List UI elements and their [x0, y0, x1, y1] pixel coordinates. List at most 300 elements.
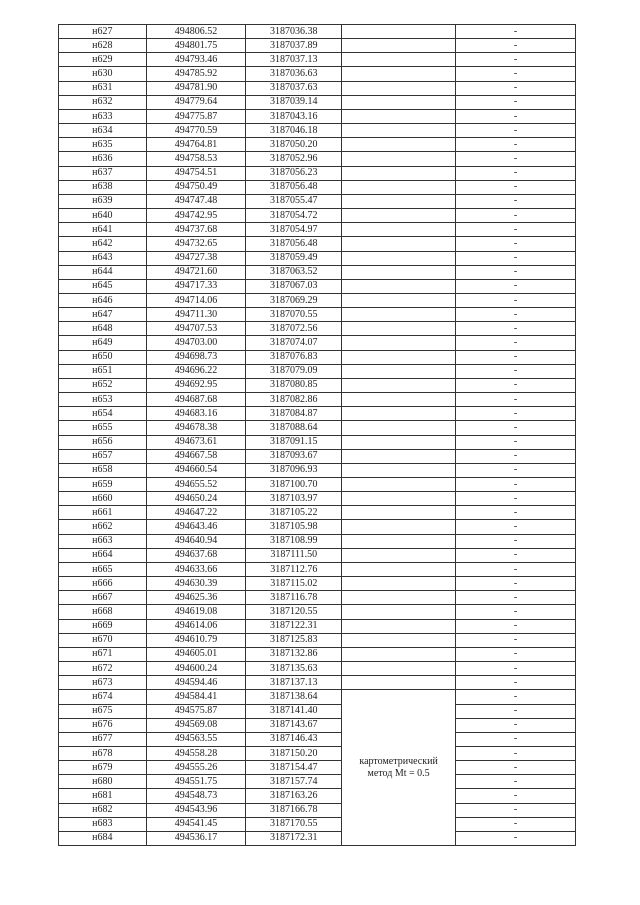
y-coordinate-cell: 3187172.31 [246, 831, 342, 845]
method-cell [342, 209, 456, 223]
point-number-cell: н632 [59, 95, 147, 109]
table-row [59, 293, 576, 307]
table-row [59, 39, 576, 53]
table-row [59, 265, 576, 279]
y-coordinate-cell: 3187157.74 [246, 775, 342, 789]
y-coordinate-cell: 3187056.23 [246, 166, 342, 180]
x-coordinate-cell: 494687.68 [146, 393, 246, 407]
error-cell [456, 364, 576, 378]
y-coordinate-cell: 3187037.63 [246, 81, 342, 95]
point-number-cell: н638 [59, 180, 147, 194]
table-row [59, 478, 576, 492]
point-number-cell: н643 [59, 251, 147, 265]
point-number-cell: н635 [59, 138, 147, 152]
x-coordinate-cell: 494717.33 [146, 279, 246, 293]
y-coordinate-cell: 3187056.48 [246, 180, 342, 194]
x-coordinate-cell: 494754.51 [146, 166, 246, 180]
x-coordinate-cell: 494543.96 [146, 803, 246, 817]
error-cell [456, 209, 576, 223]
point-number-cell: н646 [59, 293, 147, 307]
error-value: - [513, 549, 518, 561]
error-cell [456, 506, 576, 520]
y-coordinate-cell: 3187170.55 [246, 817, 342, 831]
table-row [59, 647, 576, 661]
error-cell [456, 789, 576, 803]
x-coordinate-cell: 494575.87 [146, 704, 246, 718]
x-coordinate-cell: 494678.38 [146, 421, 246, 435]
error-value: - [513, 662, 518, 674]
error-cell [456, 605, 576, 619]
y-coordinate-cell: 3187154.47 [246, 761, 342, 775]
error-cell [456, 393, 576, 407]
point-number-cell: н629 [59, 53, 147, 67]
method-cell [342, 194, 456, 208]
x-coordinate-cell: 494650.24 [146, 492, 246, 506]
table-row [59, 789, 576, 803]
error-value: - [513, 252, 518, 264]
table-row [59, 378, 576, 392]
x-coordinate-cell: 494801.75 [146, 39, 246, 53]
x-coordinate-cell: 494714.06 [146, 293, 246, 307]
point-number-cell: н639 [59, 194, 147, 208]
error-value: - [513, 351, 518, 363]
error-cell [456, 124, 576, 138]
point-number-cell: н656 [59, 435, 147, 449]
x-coordinate-cell: 494750.49 [146, 180, 246, 194]
coordinates-table-body [59, 25, 576, 846]
y-coordinate-cell: 3187082.86 [246, 393, 342, 407]
x-coordinate-cell: 494758.53 [146, 152, 246, 166]
error-value: - [513, 110, 518, 122]
table-row [59, 109, 576, 123]
error-value: - [513, 322, 518, 334]
error-cell [456, 308, 576, 322]
method-cell [342, 492, 456, 506]
error-cell [456, 435, 576, 449]
y-coordinate-cell: 3187146.43 [246, 732, 342, 746]
point-number-cell: н651 [59, 364, 147, 378]
y-coordinate-cell: 3187100.70 [246, 478, 342, 492]
point-number-cell: н684 [59, 831, 147, 845]
y-coordinate-cell: 3187036.63 [246, 67, 342, 81]
point-number-cell: н667 [59, 591, 147, 605]
error-value: - [513, 733, 518, 745]
error-value: - [513, 634, 518, 646]
error-cell [456, 322, 576, 336]
x-coordinate-cell: 494551.75 [146, 775, 246, 789]
y-coordinate-cell: 3187072.56 [246, 322, 342, 336]
error-value: - [513, 648, 518, 660]
y-coordinate-cell: 3187056.48 [246, 237, 342, 251]
point-number-cell: н641 [59, 223, 147, 237]
point-number-cell: н662 [59, 520, 147, 534]
table-row [59, 704, 576, 718]
method-cell [342, 39, 456, 53]
y-coordinate-cell: 3187054.72 [246, 209, 342, 223]
error-value: - [513, 535, 518, 547]
x-coordinate-cell: 494541.45 [146, 817, 246, 831]
error-cell [456, 761, 576, 775]
table-row [59, 322, 576, 336]
error-value: - [513, 124, 518, 136]
point-number-cell: н661 [59, 506, 147, 520]
method-cell [342, 152, 456, 166]
error-cell [456, 577, 576, 591]
method-cell [342, 81, 456, 95]
table-row [59, 308, 576, 322]
point-number-cell: н654 [59, 407, 147, 421]
y-coordinate-cell: 3187120.55 [246, 605, 342, 619]
error-value: - [513, 521, 518, 533]
error-cell [456, 378, 576, 392]
error-cell [456, 223, 576, 237]
point-number-cell: н674 [59, 690, 147, 704]
table-row [59, 350, 576, 364]
method-cell [342, 53, 456, 67]
y-coordinate-cell: 3187093.67 [246, 449, 342, 463]
table-row [59, 506, 576, 520]
x-coordinate-cell: 494647.22 [146, 506, 246, 520]
y-coordinate-cell: 3187076.83 [246, 350, 342, 364]
error-value: - [513, 266, 518, 278]
error-cell [456, 25, 576, 39]
error-value: - [513, 308, 518, 320]
x-coordinate-cell: 494703.00 [146, 336, 246, 350]
error-value: - [513, 393, 518, 405]
error-value: - [513, 577, 518, 589]
error-cell [456, 633, 576, 647]
table-row [59, 435, 576, 449]
x-coordinate-cell: 494614.06 [146, 619, 246, 633]
table-row [59, 336, 576, 350]
error-value: - [513, 96, 518, 108]
point-number-cell: н650 [59, 350, 147, 364]
x-coordinate-cell: 494707.53 [146, 322, 246, 336]
y-coordinate-cell: 3187108.99 [246, 534, 342, 548]
error-value: - [513, 705, 518, 717]
method-line-1: картометрический [359, 755, 438, 767]
table-row [59, 463, 576, 477]
error-cell [456, 407, 576, 421]
x-coordinate-cell: 494806.52 [146, 25, 246, 39]
error-value: - [513, 818, 518, 830]
error-cell [456, 704, 576, 718]
point-number-cell: н645 [59, 279, 147, 293]
y-coordinate-cell: 3187150.20 [246, 746, 342, 760]
y-coordinate-cell: 3187116.78 [246, 591, 342, 605]
error-cell [456, 690, 576, 704]
point-number-cell: н627 [59, 25, 147, 39]
method-cell [342, 109, 456, 123]
point-number-cell: н672 [59, 662, 147, 676]
point-number-cell: н679 [59, 761, 147, 775]
point-number-cell: н681 [59, 789, 147, 803]
y-coordinate-cell: 3187059.49 [246, 251, 342, 265]
method-cell [342, 166, 456, 180]
error-cell [456, 81, 576, 95]
method-cell [342, 463, 456, 477]
x-coordinate-cell: 494698.73 [146, 350, 246, 364]
point-number-cell: н660 [59, 492, 147, 506]
y-coordinate-cell: 3187143.67 [246, 718, 342, 732]
error-value: - [513, 719, 518, 731]
y-coordinate-cell: 3187137.13 [246, 676, 342, 690]
y-coordinate-cell: 3187050.20 [246, 138, 342, 152]
error-value: - [513, 237, 518, 249]
x-coordinate-cell: 494600.24 [146, 662, 246, 676]
error-value: - [513, 365, 518, 377]
point-number-cell: н682 [59, 803, 147, 817]
error-value: - [513, 478, 518, 490]
error-value: - [513, 690, 518, 702]
error-cell [456, 95, 576, 109]
error-value: - [513, 421, 518, 433]
table-row [59, 237, 576, 251]
point-number-cell: н630 [59, 67, 147, 81]
table-row [59, 761, 576, 775]
x-coordinate-cell: 494558.28 [146, 746, 246, 760]
x-coordinate-cell: 494630.39 [146, 577, 246, 591]
error-value: - [513, 195, 518, 207]
table-row [59, 548, 576, 562]
method-cell [342, 407, 456, 421]
method-cell [342, 95, 456, 109]
y-coordinate-cell: 3187132.86 [246, 647, 342, 661]
point-number-cell: н653 [59, 393, 147, 407]
method-cell [342, 322, 456, 336]
error-value: - [513, 25, 518, 37]
table-row [59, 209, 576, 223]
y-coordinate-cell: 3187074.07 [246, 336, 342, 350]
error-cell [456, 619, 576, 633]
table-row [59, 662, 576, 676]
error-cell [456, 662, 576, 676]
error-cell [456, 647, 576, 661]
method-cell [342, 562, 456, 576]
method-cell [342, 647, 456, 661]
point-number-cell: н657 [59, 449, 147, 463]
error-value: - [513, 676, 518, 688]
error-value: - [513, 506, 518, 518]
point-number-cell: н680 [59, 775, 147, 789]
point-number-cell: н659 [59, 478, 147, 492]
error-cell [456, 421, 576, 435]
error-cell [456, 279, 576, 293]
table-row [59, 676, 576, 690]
x-coordinate-cell: 494594.46 [146, 676, 246, 690]
point-number-cell: н678 [59, 746, 147, 760]
method-line-2: метод Mt = 0.5 [367, 767, 430, 779]
table-row [59, 364, 576, 378]
y-coordinate-cell: 3187103.97 [246, 492, 342, 506]
y-coordinate-cell: 3187039.14 [246, 95, 342, 109]
x-coordinate-cell: 494633.66 [146, 562, 246, 576]
y-coordinate-cell: 3187036.38 [246, 25, 342, 39]
method-cell [342, 265, 456, 279]
error-value: - [513, 294, 518, 306]
point-number-cell: н634 [59, 124, 147, 138]
method-cell [342, 591, 456, 605]
y-coordinate-cell: 3187046.18 [246, 124, 342, 138]
method-cell [342, 223, 456, 237]
error-value: - [513, 832, 518, 844]
y-coordinate-cell: 3187125.83 [246, 633, 342, 647]
y-coordinate-cell: 3187067.03 [246, 279, 342, 293]
point-number-cell: н668 [59, 605, 147, 619]
table-row [59, 520, 576, 534]
error-value: - [513, 53, 518, 65]
table-row [59, 421, 576, 435]
error-value: - [513, 761, 518, 773]
error-cell [456, 775, 576, 789]
x-coordinate-cell: 494696.22 [146, 364, 246, 378]
method-cell [342, 478, 456, 492]
x-coordinate-cell: 494637.68 [146, 548, 246, 562]
error-value: - [513, 450, 518, 462]
error-cell [456, 67, 576, 81]
method-cell [342, 251, 456, 265]
x-coordinate-cell: 494779.64 [146, 95, 246, 109]
x-coordinate-cell: 494732.65 [146, 237, 246, 251]
error-value: - [513, 181, 518, 193]
method-cell [342, 336, 456, 350]
error-cell [456, 803, 576, 817]
table-row [59, 775, 576, 789]
x-coordinate-cell: 494692.95 [146, 378, 246, 392]
x-coordinate-cell: 494770.59 [146, 124, 246, 138]
error-cell [456, 449, 576, 463]
table-row [59, 95, 576, 109]
x-coordinate-cell: 494667.58 [146, 449, 246, 463]
table-row [59, 732, 576, 746]
point-number-cell: н631 [59, 81, 147, 95]
error-cell [456, 180, 576, 194]
error-value: - [513, 152, 518, 164]
table-row [59, 562, 576, 576]
table-row [59, 166, 576, 180]
y-coordinate-cell: 3187052.96 [246, 152, 342, 166]
point-number-cell: н628 [59, 39, 147, 53]
error-value: - [513, 82, 518, 94]
point-number-cell: н663 [59, 534, 147, 548]
error-value: - [513, 68, 518, 80]
x-coordinate-cell: 494742.95 [146, 209, 246, 223]
method-cell [342, 237, 456, 251]
x-coordinate-cell: 494764.81 [146, 138, 246, 152]
method-cell [342, 364, 456, 378]
error-cell [456, 53, 576, 67]
x-coordinate-cell: 494673.61 [146, 435, 246, 449]
point-number-cell: н670 [59, 633, 147, 647]
error-value: - [513, 407, 518, 419]
table-row [59, 81, 576, 95]
y-coordinate-cell: 3187063.52 [246, 265, 342, 279]
table-row [59, 393, 576, 407]
method-cell [342, 350, 456, 364]
point-number-cell: н637 [59, 166, 147, 180]
point-number-cell: н636 [59, 152, 147, 166]
table-row [59, 223, 576, 237]
method-cell [342, 180, 456, 194]
error-cell [456, 336, 576, 350]
x-coordinate-cell: 494711.30 [146, 308, 246, 322]
point-number-cell: н683 [59, 817, 147, 831]
table-row [59, 124, 576, 138]
method-cell [342, 449, 456, 463]
error-cell [456, 817, 576, 831]
table-row [59, 449, 576, 463]
error-value: - [513, 804, 518, 816]
point-number-cell: н633 [59, 109, 147, 123]
x-coordinate-cell: 494563.55 [146, 732, 246, 746]
error-value: - [513, 337, 518, 349]
y-coordinate-cell: 3187070.55 [246, 308, 342, 322]
method-cell [342, 605, 456, 619]
x-coordinate-cell: 494737.68 [146, 223, 246, 237]
method-cell [342, 293, 456, 307]
error-value: - [513, 563, 518, 575]
table-row [59, 534, 576, 548]
error-cell [456, 109, 576, 123]
error-cell [456, 562, 576, 576]
y-coordinate-cell: 3187091.15 [246, 435, 342, 449]
error-cell [456, 265, 576, 279]
table-row [59, 746, 576, 760]
error-cell [456, 746, 576, 760]
point-number-cell: н671 [59, 647, 147, 661]
error-value: - [513, 747, 518, 759]
y-coordinate-cell: 3187096.93 [246, 463, 342, 477]
error-cell [456, 548, 576, 562]
error-cell [456, 478, 576, 492]
point-number-cell: н673 [59, 676, 147, 690]
y-coordinate-cell: 3187122.31 [246, 619, 342, 633]
error-value: - [513, 775, 518, 787]
error-cell [456, 718, 576, 732]
x-coordinate-cell: 494555.26 [146, 761, 246, 775]
error-cell [456, 138, 576, 152]
method-cell [342, 138, 456, 152]
method-cell [342, 421, 456, 435]
table-row [59, 279, 576, 293]
x-coordinate-cell: 494584.41 [146, 690, 246, 704]
y-coordinate-cell: 3187135.63 [246, 662, 342, 676]
method-cell [342, 279, 456, 293]
method-cell [342, 124, 456, 138]
y-coordinate-cell: 3187105.22 [246, 506, 342, 520]
x-coordinate-cell: 494721.60 [146, 265, 246, 279]
coordinates-sheet [58, 24, 576, 846]
point-number-cell: н666 [59, 577, 147, 591]
method-cell [342, 67, 456, 81]
table-row [59, 690, 576, 704]
table-row [59, 817, 576, 831]
error-cell [456, 492, 576, 506]
method-cell [342, 534, 456, 548]
y-coordinate-cell: 3187166.78 [246, 803, 342, 817]
error-cell [456, 237, 576, 251]
error-value: - [513, 464, 518, 476]
error-value: - [513, 605, 518, 617]
y-coordinate-cell: 3187141.40 [246, 704, 342, 718]
table-row [59, 591, 576, 605]
x-coordinate-cell: 494536.17 [146, 831, 246, 845]
point-number-cell: н676 [59, 718, 147, 732]
error-value: - [513, 167, 518, 179]
method-cell [342, 548, 456, 562]
x-coordinate-cell: 494747.48 [146, 194, 246, 208]
table-row [59, 194, 576, 208]
